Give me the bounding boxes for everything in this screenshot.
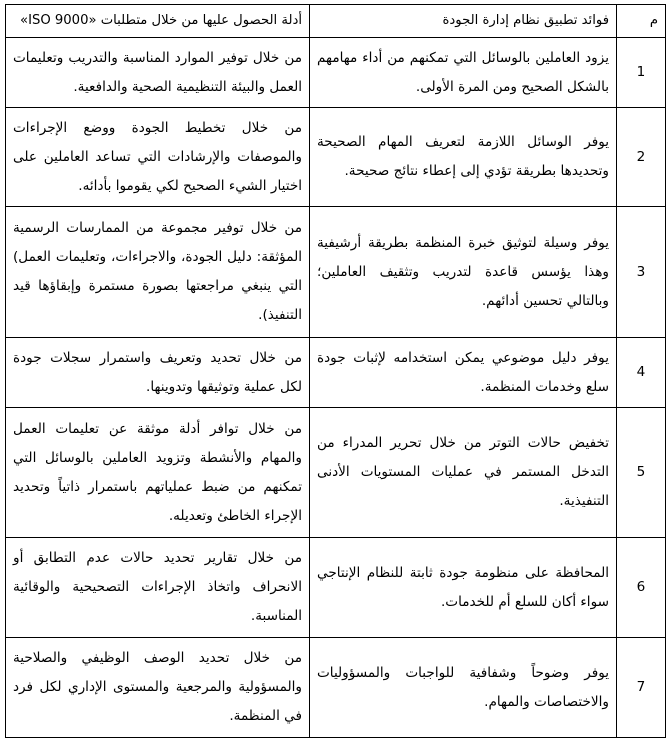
quality-benefits-table bbox=[5, 4, 666, 738]
table-row bbox=[6, 338, 666, 408]
row-benefit: يوفر وسيلة لتوثيق خبرة المنظمة بطريقة أرشيفية وهذا يؤسس قاعدة لتدريب وتثقيف العاملين؛ وبالتالي تحسين أدائهم. bbox=[310, 207, 617, 338]
row-benefit: تخفيض حالات التوتر من خلال تحرير المدراء من التدخل المستمر في عمليات المستويات الأدنى التنفيذية. bbox=[310, 408, 617, 538]
row-benefit: المحافظة على منظومة جودة ثابتة للنظام الإنتاجي سواء أكان للسلع أم للخدمات. bbox=[310, 538, 617, 638]
header-evidence: أدلة الحصول عليها من خلال متطلبات «ISO 9000» bbox=[6, 5, 310, 38]
row-evidence: من خلال تحديد الوصف الوظيفي والصلاحية والمسؤولية والمرجعية والمستوى الإداري لكل فرد في المنظمة. bbox=[6, 638, 310, 738]
table-row bbox=[6, 108, 666, 207]
row-number: 6 bbox=[617, 538, 666, 638]
row-evidence: من خلال توفير مجموعة من الممارسات الرسمية المؤثقة: دليل الجودة، والاجراءات، وتعليمات العمل) التي ينبغي مراجعتها بصورة مستمرة وإبقاؤها قيد التنفيذ). bbox=[6, 207, 310, 338]
row-number: 5 bbox=[617, 408, 666, 538]
table-row bbox=[6, 38, 666, 108]
row-evidence: من خلال توافر أدلة موثقة عن تعليمات العمل والمهام والأنشطة وتزويد العاملين بالوسائل التي تمكنهم من ضبط عملياتهم باستمرار ذاتياً وتحديد الإجراء الخاطئ وتعديله. bbox=[6, 408, 310, 538]
row-benefit: يزود العاملين بالوسائل التي تمكنهم من أداء مهامهم بالشكل الصحيح ومن المرة الأولى. bbox=[310, 38, 617, 108]
row-number: 7 bbox=[617, 638, 666, 738]
header-number: م bbox=[617, 5, 666, 38]
table-row bbox=[6, 408, 666, 538]
table-header-row bbox=[6, 5, 666, 38]
header-benefits: فوائد تطبيق نظام إدارة الجودة bbox=[310, 5, 617, 38]
table-row bbox=[6, 538, 666, 638]
table-row bbox=[6, 638, 666, 738]
row-benefit: يوفر دليل موضوعي يمكن استخدامه لإثبات جودة سلع وخدمات المنظمة. bbox=[310, 338, 617, 408]
table-row bbox=[6, 207, 666, 338]
row-benefit: يوفر الوسائل اللازمة لتعريف المهام الصحيحة وتحديدها بطريقة تؤدي إلى إعطاء نتائج صحيحة. bbox=[310, 108, 617, 207]
row-evidence: من خلال تقارير تحديد حالات عدم التطابق أو الانحراف واتخاذ الإجراءات التصحيحية والوقائية المناسبة. bbox=[6, 538, 310, 638]
row-evidence: من خلال تخطيط الجودة ووضع الإجراءات والموصفات والإرشادات التي تساعد العاملين على اختيار الشيء الصحيح لكي يقوموا بأدائه. bbox=[6, 108, 310, 207]
row-number: 2 bbox=[617, 108, 666, 207]
row-benefit: يوفر وضوحاً وشفافية للواجبات والمسؤوليات والاختصاصات والمهام. bbox=[310, 638, 617, 738]
row-evidence: من خلال تحديد وتعريف واستمرار سجلات جودة لكل عملية وتوثيقها وتدوينها. bbox=[6, 338, 310, 408]
row-number: 1 bbox=[617, 38, 666, 108]
row-number: 4 bbox=[617, 338, 666, 408]
row-evidence: من خلال توفير الموارد المناسبة والتدريب وتعليمات العمل والبيئة التنظيمية الصحية والدافعية. bbox=[6, 38, 310, 108]
row-number: 3 bbox=[617, 207, 666, 338]
